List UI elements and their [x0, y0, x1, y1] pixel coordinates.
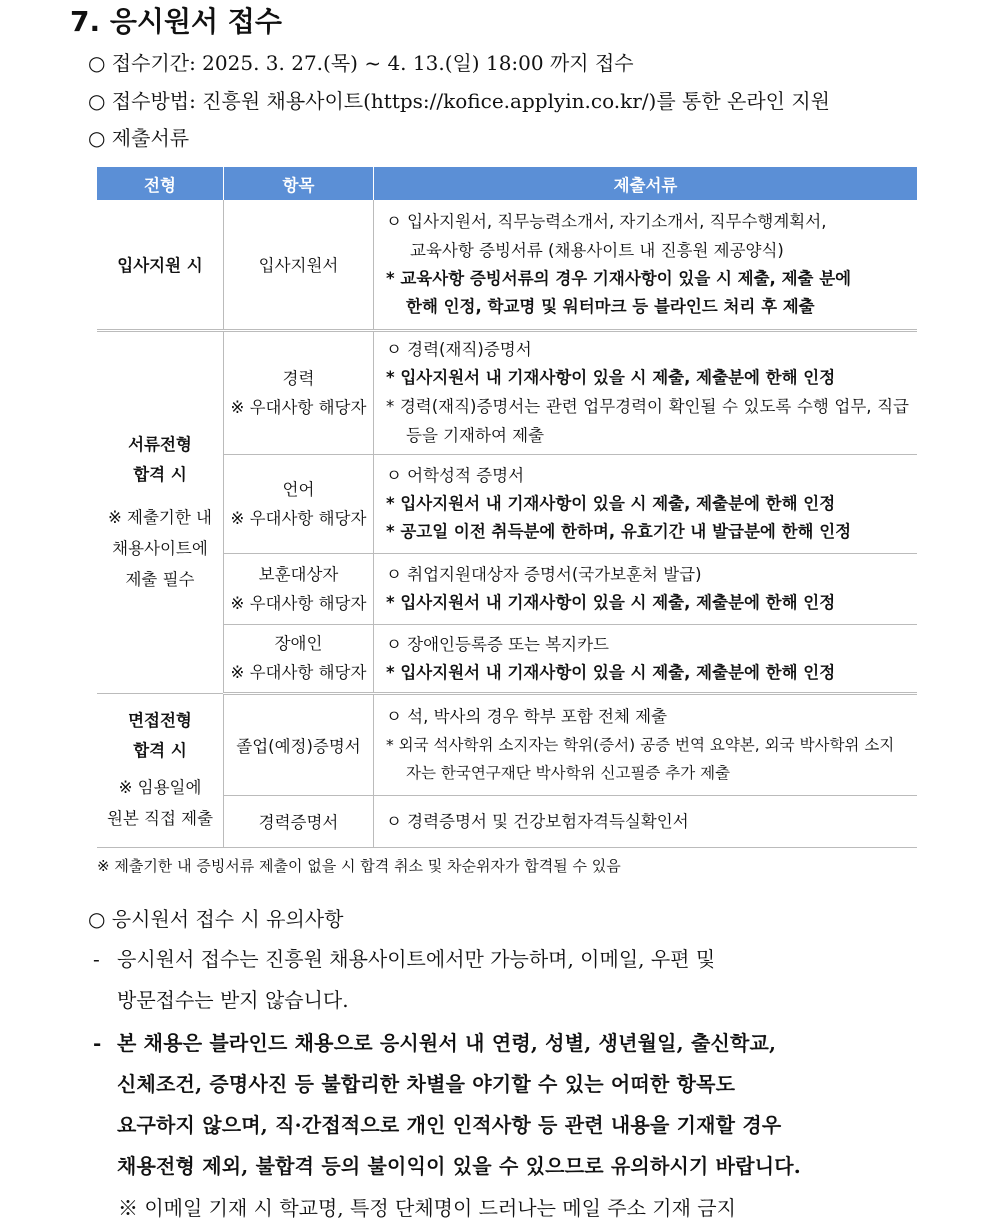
item-disabled: [224, 624, 374, 693]
table-row-application: [97, 200, 917, 330]
doc-note: * 입사지원서 내 기재사항이 있을 시 제출, 제출분에 한해 인정: [386, 494, 836, 513]
dash-marker: -: [93, 947, 100, 971]
notice-line: 요구하지 않으며, 직·간접적으로 개인 인적사항 등 관련 내용을 기재할 경우: [117, 1113, 782, 1137]
stage-document: [97, 330, 224, 693]
item-veteran: [224, 553, 374, 624]
docs-career: [374, 330, 918, 454]
table-footnote: ※ 제출기한 내 증빙서류 제출이 없을 시 합격 취소 및 차순위자가 합격될 수 있음: [97, 857, 621, 875]
notice-line: 방문접수는 받지 않습니다.: [117, 988, 349, 1012]
notice-paragraph-2: [93, 1023, 801, 1187]
doc-note: 한해 인정, 학교명 및 워터마크 등 블라인드 처리 후 제출: [406, 297, 815, 317]
docs-disabled: [374, 624, 918, 693]
doc-note: * 입사지원서 내 기재사항이 있을 시 제출, 제출분에 한해 인정: [386, 368, 836, 387]
docs-language: [374, 454, 918, 553]
dash-marker: -: [93, 1031, 102, 1055]
docs-career-certificate: [374, 795, 918, 847]
item-career: [224, 330, 374, 454]
stage-document-label: 서류전형: [128, 434, 192, 454]
doc-note: * 공고일 이전 취득분에 한하며, 유효기간 내 발급분에 한해 인정: [386, 522, 852, 541]
application-period: ○ 접수기간: 2025. 3. 27.(목) ~ 4. 13.(일) 18:00 까지 접수: [88, 51, 634, 75]
note-line: ※ 제출기한 내: [107, 507, 212, 527]
doc-line: ㅇ 장애인등록증 또는 복지카드: [386, 634, 609, 654]
doc-line: 교육사항 증빙서류 (채용사이트 내 진흥원 제공양식): [410, 241, 784, 261]
doc-note: * 입사지원서 내 기재사항이 있을 시 제출, 제출분에 한해 인정: [386, 662, 836, 682]
item-label: 보훈대상자: [258, 564, 339, 584]
doc-note: * 경력(재직)증명서는 관련 업무경력이 확인될 수 있도록 수행 업무, 직급 등을 기재하여 제출: [386, 397, 909, 445]
table-header-row: [97, 167, 917, 200]
note-line: 채용사이트에: [112, 538, 208, 558]
notice-line: 채용전형 제외, 불합격 등의 불이익이 있을 수 있으므로 유의하시기 바랍니다.: [117, 1154, 801, 1178]
documents-heading: ○ 제출서류: [88, 126, 190, 150]
notice-line: 신체조건, 증명사진 등 불합리한 차별을 야기할 수 있는 어떠한 항목도: [117, 1072, 736, 1096]
stage-document-label: 합격 시: [133, 464, 187, 484]
doc-line: ㅇ 취업지원대상자 증명서(국가보훈처 발급): [386, 565, 702, 584]
docs-graduation: [374, 693, 918, 795]
doc-line: ㅇ 경력(재직)증명서: [386, 340, 532, 359]
item-label: 언어: [282, 479, 315, 499]
doc-line: ㅇ 입사지원서, 직무능력소개서, 자기소개서, 직무수행계획서,: [386, 212, 827, 232]
notice-paragraph-1: [93, 939, 715, 1021]
table-row-graduation: [97, 693, 917, 795]
item-graduation: 졸업(예정)증명서: [224, 693, 374, 795]
note-line: ※ 임용일에: [118, 778, 202, 797]
documents-table: [97, 167, 917, 848]
stage-interview: [97, 693, 224, 847]
notice-heading: ○ 응시원서 접수 시 유의사항: [88, 907, 344, 931]
notice-email-note: ※ 이메일 기재 시 학교명, 특정 단체명이 드러나는 메일 주소 기재 금지: [118, 1196, 736, 1220]
docs-application: [374, 200, 918, 330]
item-application-form: 입사지원서: [224, 200, 374, 330]
doc-note: * 외국 석사학위 소지자는 학위(증서) 공증 번역 요약본, 외국 박사학위 소지자는 한국연구재단 박사학위 신고필증 추가 제출: [386, 736, 895, 782]
header-item: 항목: [224, 167, 374, 200]
stage-application: 입사지원 시: [97, 200, 224, 330]
doc-line: ㅇ 어학성적 증명서: [386, 466, 525, 485]
notice-line: 응시원서 접수는 진흥원 채용사이트에서만 가능하며, 이메일, 우편 및: [117, 947, 716, 971]
application-method: ○ 접수방법: 진흥원 채용사이트(https://kofice.applyin.co.kr/)를 통한 온라인 지원: [88, 89, 830, 113]
item-sub: ※ 우대사항 해당자: [230, 663, 367, 682]
item-language: [224, 454, 374, 553]
doc-line: ㅇ 경력증명서 및 건강보험자격득실확인서: [386, 811, 689, 831]
item-label: 경력: [282, 368, 315, 388]
doc-note: * 입사지원서 내 기재사항이 있을 시 제출, 제출분에 한해 인정: [386, 593, 836, 612]
docs-veteran: [374, 553, 918, 624]
item-sub: ※ 우대사항 해당자: [230, 397, 367, 417]
doc-line: ㅇ 석, 박사의 경우 학부 포함 전체 제출: [386, 707, 668, 726]
stage-document-note: [97, 502, 223, 595]
notice-line: 본 채용은 블라인드 채용으로 응시원서 내 연령, 성별, 생년월일, 출신학교,: [117, 1031, 777, 1055]
item-sub: ※ 우대사항 해당자: [230, 593, 367, 613]
section-title: 7. 응시원서 접수: [70, 5, 282, 38]
stage-interview-note: [97, 772, 223, 834]
item-sub: ※ 우대사항 해당자: [230, 508, 367, 528]
doc-note: * 교육사항 증빙서류의 경우 기재사항이 있을 시 제출, 제출 분에: [386, 269, 852, 289]
item-career-certificate: 경력증명서: [224, 795, 374, 847]
stage-interview-label: 합격 시: [133, 741, 187, 760]
note-line: 제출 필수: [125, 569, 195, 589]
table-row-career: [97, 330, 917, 454]
stage-interview-label: 면접전형: [128, 711, 192, 730]
item-label: 장애인: [274, 634, 323, 653]
note-line: 원본 직접 제출: [106, 809, 214, 828]
header-documents: 제출서류: [374, 167, 918, 200]
header-stage: 전형: [97, 167, 224, 200]
